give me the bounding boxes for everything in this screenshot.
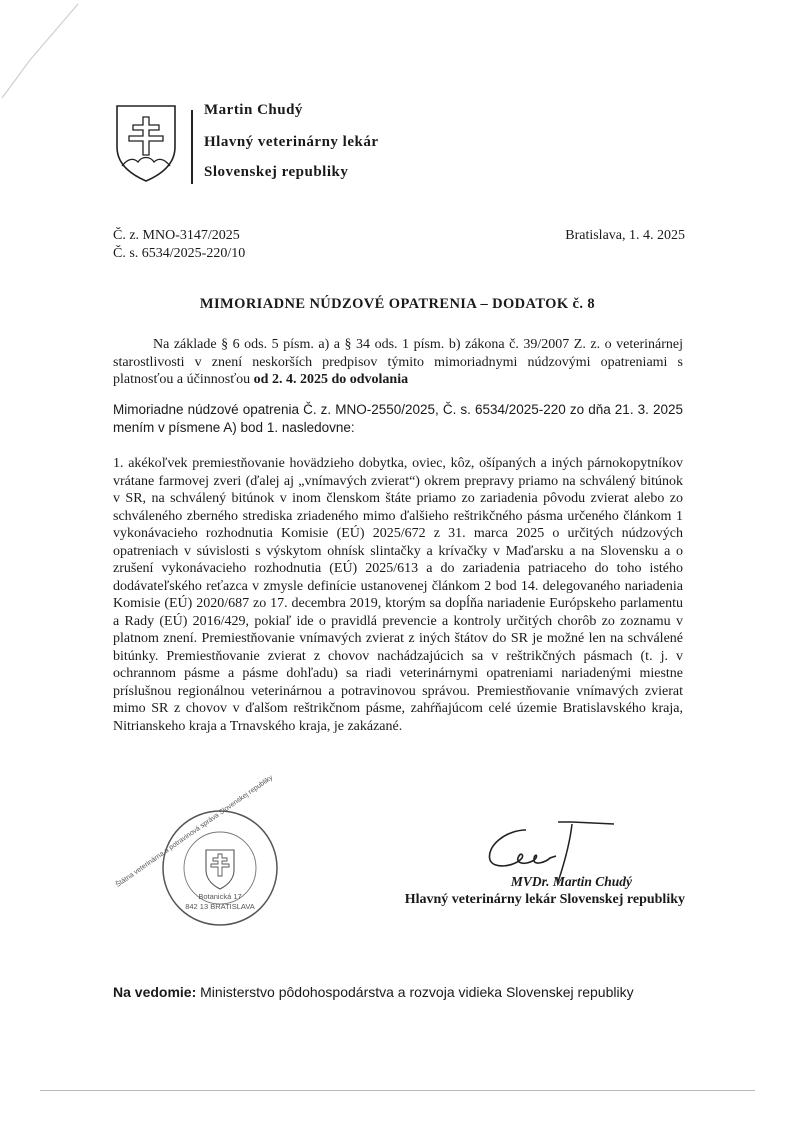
letterhead-position: Hlavný veterinárny lekár [204,134,379,150]
point-1-paragraph: 1. akékoľvek premiestňovanie hovädzieho dobytka, oviec, kôz, ošípaných a iných párnokopytníkov vrátane farmovej zveri (ďalej aj „vnímavých zvierat“) okrem prepravy priamo na schválený bitúnok v SR, na schválený bitúnok v inom členskom štáte priamo zo zariadenia pôvodu zvierat alebo zo schváleného zberného strediska zriadeného mimo ďalšieho reštrikčného pásma určeného článkom 1 vykonávacieho rozhodnutia Komisie (EÚ) 2025/672 z 31. marca 2025 o určitých núdzových opatreniach v súvislosti s výskytom ohnísk slintačky a krívačky v Maďarsku a na Slovensku a o zrušení vykonávacieho rozhodnutia (EÚ) 2025/613 a do zariadenia patriaceho do toho istého dodávateľského reťazca v zmysle definície ustanovenej článkom 2 bod 14. delegovaného nariadenia Komisie (EÚ) 2020/687 zo 17. decembra 2019, ktorým sa dopĺňa nariadenie Európskeho parlamentu a Rady (EÚ) 2016/429, pokiaľ ide o pravidlá prevencie a kontroly určitých chorôb zo zoznamu v platnom znení. Premiestňovanie vnímavých zvierat z iných štátov do SR je možné len na schválené bitúnky. Premiestňovanie zvierat z chovov nachádzajúcich sa v reštrikčných pásmach (t. j. v ochrannom pásme a pásme dohľadu) sa riadi veterinárnymi opatreniami nariadenými miestne príslušnou regionálnou veterinárnou a potravinovou správou. Premiestňovanie vnímavých zvierat mimo SR z chovov v ďalšom reštrikčnom pásme, zahŕňajúcom celé územie Bratislavského kraja, Nitrianskeho kraja a Trnavského kraja, je zakázané. [113,456,683,734]
cc-value: Ministerstvo pôdohospodárstva a rozvoja vidieka Slovenskej republiky [196,984,634,1000]
signatory-title: Hlavný veterinárny lekár Slovenskej republiky [404,892,685,907]
amendment-paragraph: Mimoriadne núdzové opatrenia Č. z. MNO-2550/2025, Č. s. 6534/2025-220 zo dňa 21. 3. 2025 mením v písmene A) bod 1. nasledovne: [113,402,683,435]
place-date: Bratislava, 1. 4. 2025 [565,228,685,243]
document-title: MIMORIADNE NÚDZOVÉ OPATRENIA – DODATOK č. 8 [199,296,596,312]
stamp-outer-text: Štátna veterinárna a potravinová správa Slovenskej republiky [114,774,275,889]
official-stamp [114,774,280,928]
cc-line [113,984,634,1000]
reference-cs: Č. s. 6534/2025-220/10 [113,246,246,261]
stamp-street: Botanická 17 [198,892,242,901]
footer-rule [40,1090,755,1091]
reference-cz: Č. z. MNO-3147/2025 [113,228,240,243]
stamp-city: 842 13 BRATISLAVA [185,902,255,911]
letterhead-country: Slovenskej republiky [204,164,349,180]
signatory-name: MVDr. Martin Chudý [510,874,632,889]
letterhead-name: Martin Chudý [204,102,303,118]
scan-corner-mark [0,0,80,100]
letterhead-divider [191,110,193,184]
intro-validity: od 2. 4. 2025 do odvolania [253,372,409,387]
cc-label: Na vedomie: [113,984,197,1000]
intro-paragraph [113,336,683,389]
intro-text: Na základe § 6 ods. 5 písm. a) a § 34 ods. 1 písm. b) zákona č. 39/2007 Z. z. o veterinárnej starostlivosti v znení neskorších predpisov týmito mimoriadnymi núdzovými opatreniami s platnosťou a účinnosťou [113,337,683,387]
coat-of-arms-icon [114,103,178,183]
